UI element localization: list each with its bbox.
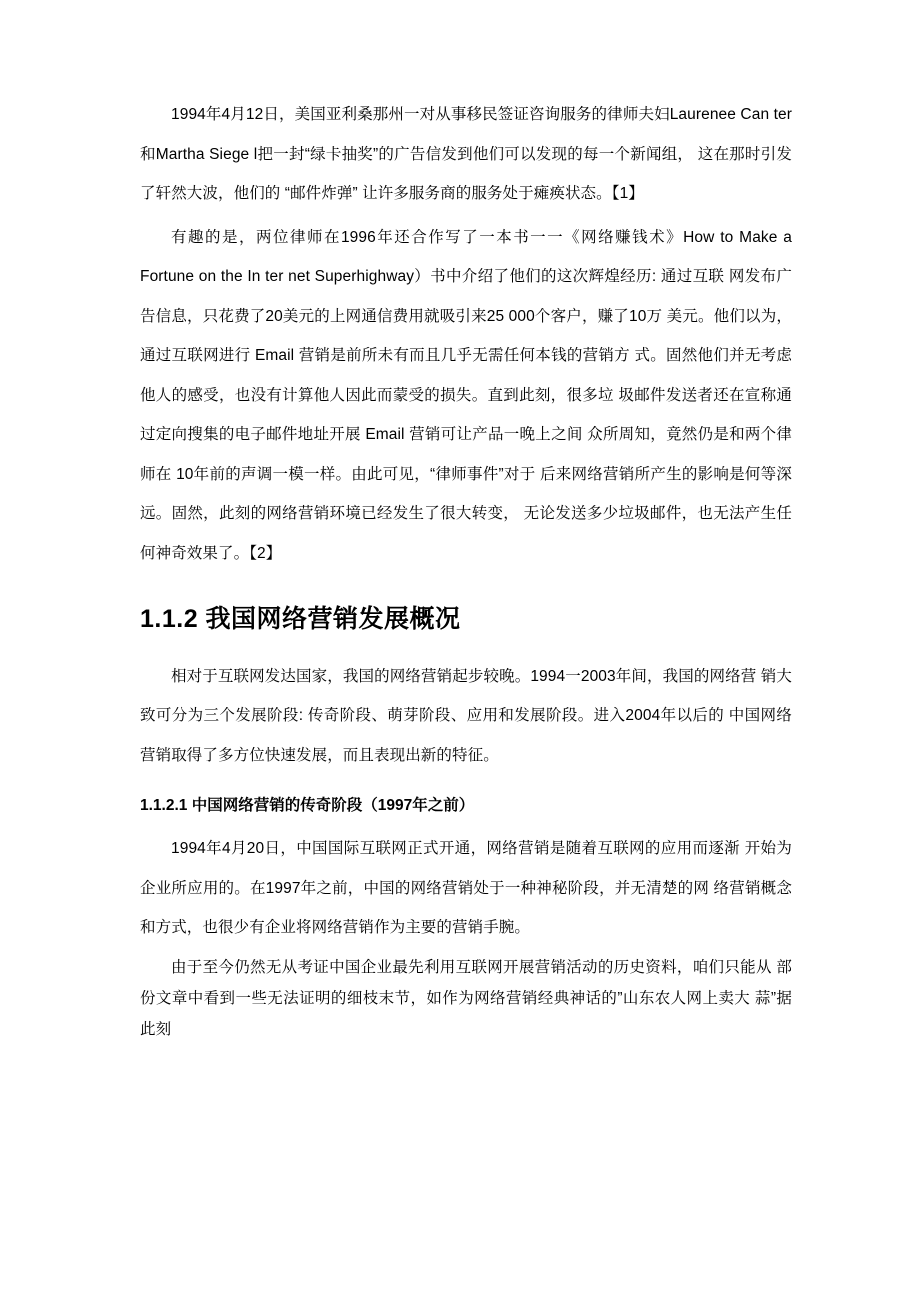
paragraph-1: 1994年4月12日，美国亚利桑那州一对从事移民签证咨询服务的律师夫妇Laurenee Can ter和Martha Siege l把一封“绿卡抽奖”的广告信发到他们可以发现的每一个新闻组， 这在那时引发了轩然大波，他们的 “邮件炸弹” 让许多服务商的服务处于瘫痪状态。【1】 [140,106,792,203]
section-heading-1-1-2: 1.1.2 我国网络营销发展概况 [140,605,461,634]
paragraph-5: 由于至今仍然无从考证中国企业最先利用互联网开展营销活动的历史资料，咱们只能从 部份文章中看到一些无法证明的细枝末节，如作为网络营销经典神话的”山东农人网上卖大 蒜”据此刻 [140,958,792,1038]
paragraph-4: 1994年4月20日，中国国际互联网正式开通，网络营销是随着互联网的应用而逐渐 开始为企业所应用的。在1997年之前，中国的网络营销处于一种神秘阶段，并无清楚的网 络营销概念和方式，也很少有企业将网络营销作为主要的营销手腕。 [140,840,792,937]
paragraph-3: 相对于互联网发达国家，我国的网络营销起步较晚。1994一2003年间，我国的网络营 销大致可分为三个发展阶段: 传奇阶段、萌芽阶段、应用和发展阶段。进入2004年以后的 中国网络营销取得了多方位快速发展，而且表现出新的特征。 [140,667,792,764]
paragraph-2: 有趣的是，两位律师在1996年还合作写了一本书一一《网络赚钱术》How to Make a Fortune on the In ter net Superhighway）书中介绍了他们的这次辉煌经历: 通过互联 网发布广告信息，只花费了20美元的上网通信费用就吸引来25 000个客户，赚了10万 美元。他们以为，通过互联网进行 Email 营销是前所未有而且几乎无需任何本钱的营销方 式。固然他们并无考虑他人的感受，也没有计算他人因此而蒙受的损失。直到此刻，很多垃 圾邮件发送者还在宣称通过定向搜集的电子邮件地址开展 Email 营销可让产品一晚上之间 众所周知，竟然仍是和两个律师在 10年前的声调一模一样。由此可见，“律师事件”对于 后来网络营销所产生的影响是何等深远。固然，此刻的网络营销环境已经发生了很大转变， 无论发送多少垃圾邮件，也无法产生任何神奇效果了。【2】 [140,228,792,562]
section-heading-1-1-2-1: 1.1.2.1 中国网络营销的传奇阶段（1997年之前） [140,797,475,815]
